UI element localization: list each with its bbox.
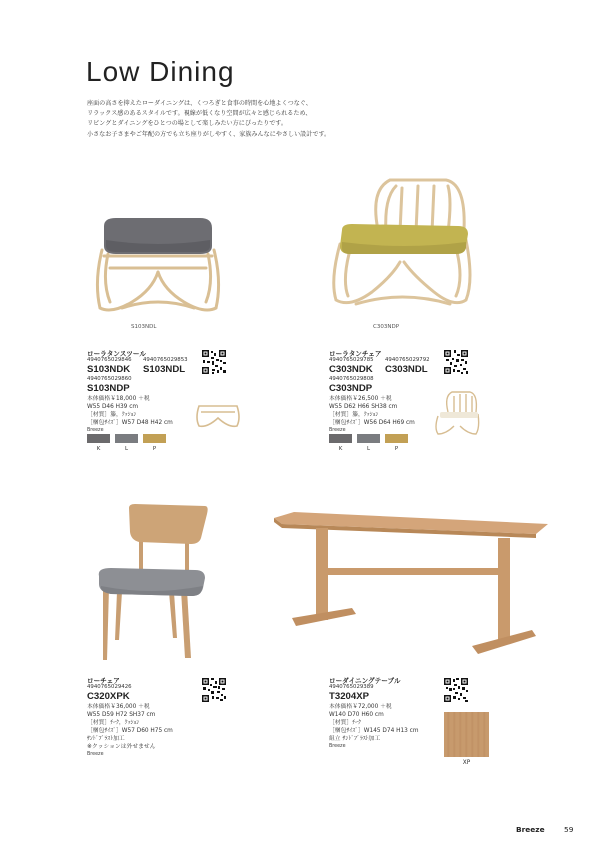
low-chair-code-1: C320XPK: [87, 691, 130, 702]
rattan-chair-swatch-k: [329, 434, 352, 443]
page-title: Low Dining: [86, 56, 235, 87]
stool-package: ［梱包ｻｲｽﾞ］W57 D48 H42 cm: [87, 420, 173, 426]
stool-swatch-l: [115, 434, 138, 443]
rattan-chair-photo: [326, 170, 474, 318]
low-chair-series: Breeze: [87, 752, 104, 757]
rattan-chair-photo-caption: C303NDP: [373, 324, 400, 330]
low-chair-size: W55 D59 H72 SH37 cm: [87, 712, 156, 718]
low-chair-price: 本体価格￥36,000 ＋税: [87, 704, 150, 710]
stool-swatch-p: [143, 434, 166, 443]
low-chair-photo: [95, 500, 210, 662]
rattan-chair-swatch-label: K: [338, 446, 343, 452]
stool-material: ［材質］籐，ｸｯｼｮﾝ: [87, 412, 137, 418]
stool-size: W55 D46 H39 cm: [87, 404, 139, 410]
stool-code-3: S103NDP: [87, 383, 130, 394]
rattan-chair-swatch-l: [357, 434, 380, 443]
dining-table-name: ローダイニングテーブル: [329, 677, 401, 685]
low-chair-name: ローチェア: [87, 677, 120, 685]
rattan-chair-material: ［材質］籐，ｸｯｼｮﾝ: [329, 412, 379, 418]
intro-text: 座面の高さを抑えたローダイニングは、くつろぎと食事の時間を心地よくつなぐ、 リラックス感のあるスタイルです。視線が低くなり空間が広々と感じられるため、 リビングとダイニングをひとつの場として楽しみたい方にぴったりです。 小さなお子さまやご年配の方でも立ち座りがしやすく、家族みんなにやさしい設計です。: [87, 100, 331, 138]
low-chair-note: ※クッションは外せません: [87, 744, 156, 750]
rattan-chair-code-3: C303NDP: [329, 383, 373, 394]
stool-photo: [92, 210, 222, 320]
low-chair-qr-code: [201, 677, 227, 703]
page-number: 59: [564, 825, 574, 834]
rattan-chair-swatch-p: [385, 434, 408, 443]
stool-swatch-k: [87, 434, 110, 443]
stool-jan-3: 4940765029860: [87, 376, 132, 382]
dining-table-material: ［材質］ﾁｰｸ: [329, 720, 361, 726]
rattan-chair-jan-1: 4940765029785: [329, 357, 374, 363]
rattan-chair-swatch-label: L: [366, 446, 371, 452]
dining-table-package: ［梱包ｻｲｽﾞ］W145 D74 H13 cm: [329, 728, 419, 734]
low-chair-package: ［梱包ｻｲｽﾞ］W57 D60 H75 cm: [87, 728, 173, 734]
low-chair-material: ［材質］ﾁｰｸ，ｸｯｼｮﾝ: [87, 720, 140, 726]
rattan-chair-name: ローラタンチェア: [329, 350, 382, 358]
stool-thumbnail: [195, 398, 241, 430]
dining-table-price: 本体価格￥72,000 ＋税: [329, 704, 392, 710]
dining-table-wood-swatch: [444, 712, 489, 757]
rattan-chair-jan-3: 4940765029808: [329, 376, 374, 382]
stool-jan-2: 4940765029853: [143, 357, 188, 363]
rattan-chair-code-1: C303NDK: [329, 364, 373, 375]
low-chair-jan-1: 4940765029426: [87, 684, 132, 690]
stool-code-2: S103NDL: [143, 364, 186, 375]
stool-series: Breeze: [87, 428, 104, 433]
stool-name: ローラタンスツール: [87, 350, 146, 358]
stool-photo-caption: S103NDL: [131, 324, 157, 330]
stool-swatch-label: L: [124, 446, 129, 452]
dining-table-size: W140 D70 H60 cm: [329, 712, 384, 718]
dining-table-photo: [272, 508, 552, 658]
rattan-chair-series: Breeze: [329, 428, 346, 433]
low-chair-finish: ｻﾝﾄﾞﾌﾞﾗｽﾄ加工: [87, 736, 125, 742]
stool-jan-1: 4940765029846: [87, 357, 132, 363]
stool-swatch-label: K: [96, 446, 101, 452]
dining-table-swatch-label: XP: [462, 760, 471, 766]
footer-brand: Breeze: [516, 825, 545, 834]
rattan-chair-size: W55 D62 H66 SH38 cm: [329, 404, 398, 410]
stool-qr-code: [201, 349, 227, 375]
dining-table-qr-code: [443, 677, 469, 703]
rattan-chair-swatch-label: P: [394, 446, 399, 452]
stool-price: 本体価格￥18,000 ＋税: [87, 396, 150, 402]
rattan-chair-jan-2: 4940765029792: [385, 357, 430, 363]
rattan-chair-qr-code: [443, 349, 469, 375]
dining-table-finish: 組立 ｻﾝﾄﾞﾌﾞﾗｽﾄ加工: [329, 736, 381, 742]
rattan-chair-code-2: C303NDL: [385, 364, 428, 375]
rattan-chair-thumbnail: [432, 390, 480, 436]
dining-table-code-1: T3204XP: [329, 691, 370, 702]
dining-table-jan-1: 4940765029389: [329, 684, 374, 690]
rattan-chair-package: ［梱包ｻｲｽﾞ］W56 D64 H69 cm: [329, 420, 415, 426]
dining-table-series: Breeze: [329, 744, 346, 749]
rattan-chair-price: 本体価格￥26,500 ＋税: [329, 396, 392, 402]
stool-code-1: S103NDK: [87, 364, 131, 375]
stool-swatch-label: P: [152, 446, 157, 452]
